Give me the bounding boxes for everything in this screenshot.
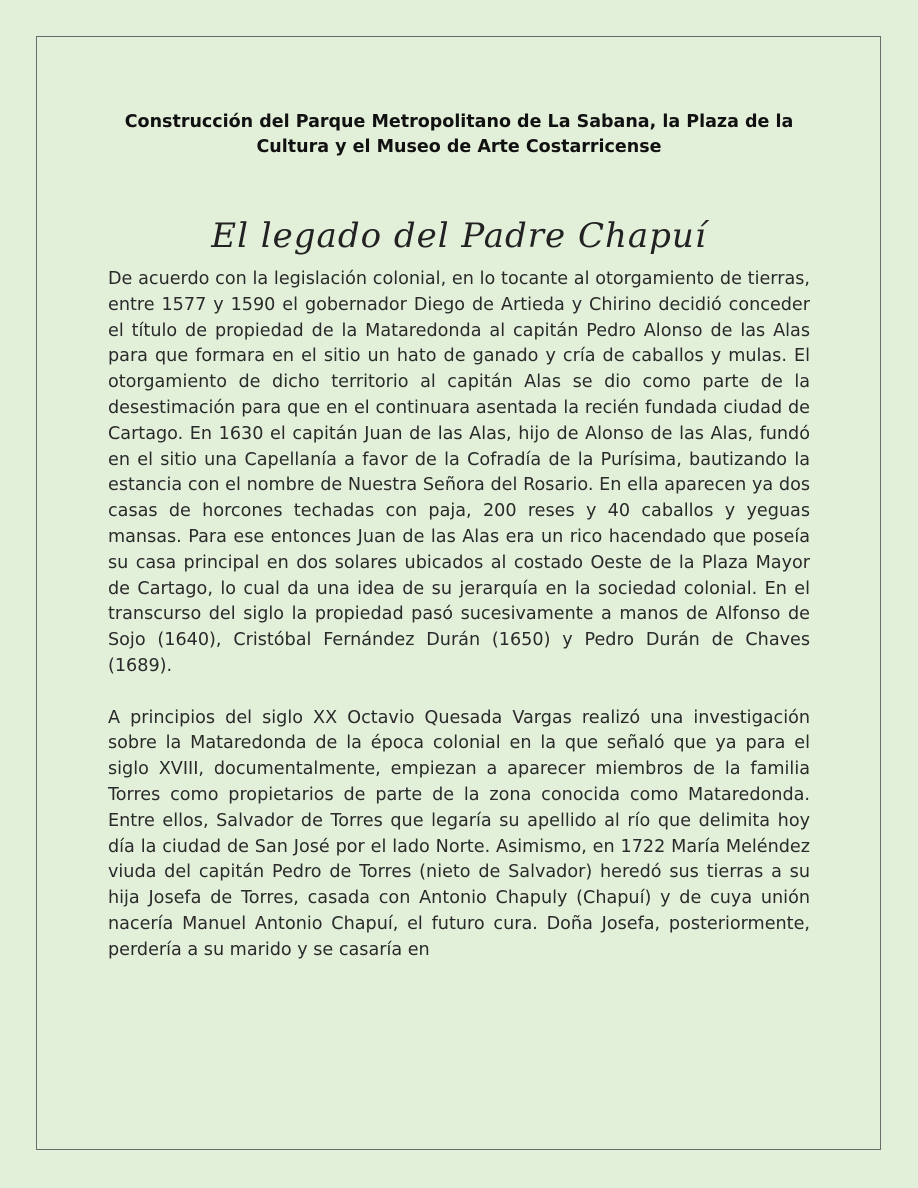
paragraph-2: A principios del siglo XX Octavio Quesada Vargas realizó una investigación sobre la Mataredonda de la época colonial en la que señaló que ya para el siglo XVIII, documentalmente, empiezan a aparecer miembros de la familia Torres como propietarios de parte de la zona conocida como Mataredonda. Entre ellos, Salvador de Torres que legaría su apellido al río que delimita hoy día la ciudad de San José por el lado Norte. Asimismo, en 1722 María Meléndez viuda del capitán Pedro de Torres (nieto de Salvador) heredó sus tierras a su hija Josefa de Torres, casada con Antonio Chapuly (Chapuí) y de cuya unión nacería Manuel Antonio Chapuí, el futuro cura. Doña Josefa, posteriormente, perdería a su marido y se casaría en (108, 707, 810, 960)
section-heading: El legado del Padre Chapuí (211, 216, 707, 256)
document-body (108, 267, 810, 964)
document-title: Construcción del Parque Metropolitano de La Sabana, la Plaza de la Cultura y el Museo de Arte Costarricense (124, 112, 794, 157)
paragraph-1: De acuerdo con la legislación colonial, en lo tocante al otorgamiento de tierras, entre 1577 y 1590 el gobernador Diego de Artieda y Chirino decidió conceder el título de propiedad de la Mataredonda al capitán Pedro Alonso de las Alas para que formara en el sitio un hato de ganado y cría de caballos y mulas. El otorgamiento de dicho territorio al capitán Alas se dio como parte de la desestimación para que en el continuara asentada la recién fundada ciudad de Cartago. En 1630 el capitán Juan de las Alas, hijo de Alonso de las Alas, fundó en el sitio una Capellanía a favor de la Cofradía de la Purísima, bautizando la estancia con el nombre de Nuestra Señora del Rosario. En ella aparecen ya dos casas de horcones techadas con paja, 200 reses y 40 caballos y yeguas mansas. Para ese entonces Juan de las Alas era un rico hacendado que poseía su casa principal en dos solares ubicados al costado Oeste de la Plaza Mayor de Cartago, lo cual da una idea de su jerarquía en la sociedad colonial. En el transcurso del siglo la propiedad pasó sucesivamente a manos de Alfonso de Sojo (1640), Cristóbal Fernández Durán (1650) y Pedro Durán de Chaves (1689). (108, 269, 810, 676)
